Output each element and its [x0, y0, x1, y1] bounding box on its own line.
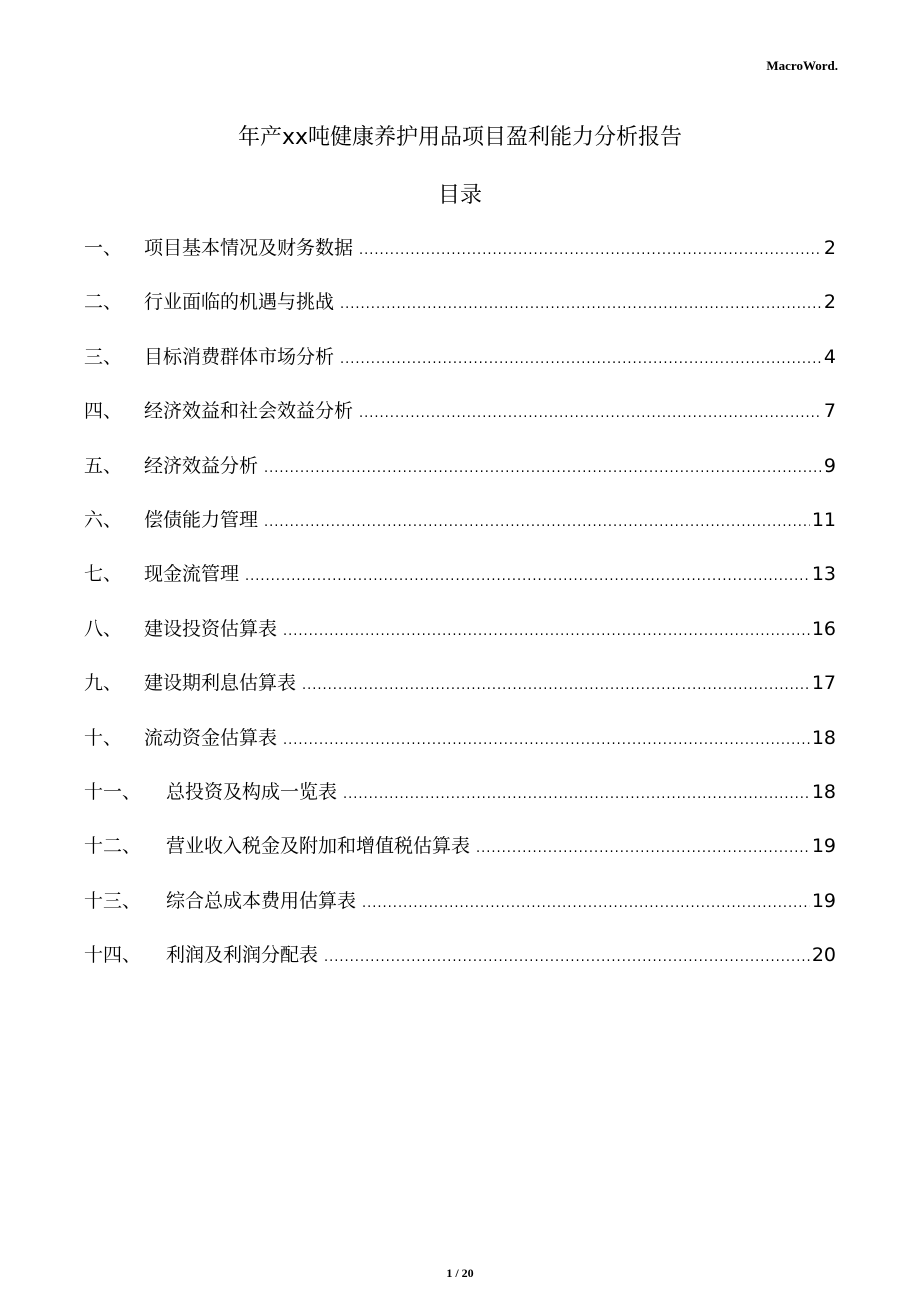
- toc-entry-page: 20: [811, 944, 836, 967]
- toc-dot-leader: [283, 624, 810, 639]
- toc-dot-leader: [264, 515, 810, 530]
- toc-dot-leader: [476, 841, 810, 856]
- toc-entry-title: 流动资金估算表: [144, 726, 278, 749]
- toc-entry-number: 三、: [84, 345, 123, 368]
- toc-dot-leader: [264, 461, 822, 476]
- toc-entry-title: 综合总成本费用估算表: [166, 889, 357, 912]
- toc-entry[interactable]: [84, 668, 836, 722]
- toc-entry-title: 经济效益和社会效益分析: [144, 400, 354, 423]
- toc-entry-title: 项目基本情况及财务数据: [144, 237, 354, 259]
- toc-entry[interactable]: [84, 559, 836, 613]
- toc-dot-leader: [359, 243, 822, 258]
- toc-dot-leader: [362, 896, 810, 911]
- table-of-contents: [84, 233, 836, 994]
- toc-entry-number: 五、: [84, 454, 123, 477]
- toc-entry-title: 总投资及构成一览表: [166, 780, 338, 803]
- toc-entry-number: 四、: [84, 400, 123, 423]
- toc-dot-leader: [359, 406, 822, 421]
- toc-heading: 目录: [437, 183, 482, 208]
- toc-entry-page: 9: [823, 454, 836, 477]
- toc-entry-page: 13: [811, 563, 836, 586]
- toc-entry[interactable]: [84, 723, 836, 777]
- toc-entry-page: 19: [811, 835, 836, 858]
- toc-entry-title: 行业面临的机遇与挑战: [144, 291, 335, 314]
- toc-entry-title: 建设投资估算表: [144, 617, 278, 640]
- toc-entry-title: 利润及利润分配表: [166, 944, 319, 967]
- toc-dot-leader: [340, 352, 822, 367]
- toc-entry[interactable]: [84, 233, 836, 287]
- toc-entry[interactable]: [84, 831, 836, 885]
- toc-entry-page: 4: [823, 345, 836, 368]
- header-brand: MacroWord.: [766, 58, 838, 73]
- toc-entry[interactable]: [84, 777, 836, 831]
- toc-dot-leader: [324, 950, 810, 965]
- toc-entry-page: 7: [823, 400, 836, 423]
- toc-dot-leader: [343, 787, 810, 802]
- toc-entry-page: 16: [811, 617, 836, 640]
- toc-entry-number: 十一、: [84, 780, 142, 803]
- toc-dot-leader: [245, 569, 810, 584]
- toc-entry-title: 建设期利息估算表: [144, 672, 297, 695]
- toc-entry[interactable]: [84, 342, 836, 396]
- toc-entry-page: 17: [811, 672, 836, 695]
- document-title: 年产xx吨健康养护用品项目盈利能力分析报告: [237, 125, 683, 150]
- toc-entry-number: 十四、: [84, 944, 142, 967]
- toc-entry[interactable]: [84, 396, 836, 450]
- toc-entry-number: 十二、: [84, 835, 142, 858]
- toc-entry[interactable]: [84, 614, 836, 668]
- toc-entry-number: 七、: [84, 563, 123, 586]
- toc-entry-page: 11: [811, 508, 836, 531]
- toc-entry-page: 2: [823, 237, 836, 259]
- toc-entry-page: 2: [823, 291, 836, 314]
- toc-entry-title: 偿债能力管理: [144, 508, 259, 531]
- toc-entry-page: 18: [811, 780, 836, 803]
- toc-entry-title: 营业收入税金及附加和增值税估算表: [166, 835, 471, 858]
- toc-entry-number: 二、: [84, 291, 123, 314]
- toc-entry-number: 十、: [84, 726, 123, 749]
- toc-entry-number: 九、: [84, 672, 123, 695]
- toc-entry-page: 18: [811, 726, 836, 749]
- toc-entry[interactable]: [84, 886, 836, 940]
- toc-entry-number: 十三、: [84, 889, 142, 912]
- toc-entry-title: 目标消费群体市场分析: [144, 345, 335, 368]
- toc-dot-leader: [340, 297, 822, 312]
- toc-entry-page: 19: [811, 889, 836, 912]
- toc-dot-leader: [302, 678, 810, 693]
- toc-dot-leader: [283, 733, 810, 748]
- toc-entry-number: 一、: [84, 237, 123, 259]
- toc-entry[interactable]: [84, 451, 836, 505]
- toc-entry-title: 现金流管理: [144, 563, 240, 586]
- toc-entry-number: 八、: [84, 617, 123, 640]
- toc-entry[interactable]: [84, 287, 836, 341]
- toc-entry-title: 经济效益分析: [144, 454, 259, 477]
- toc-entry-number: 六、: [84, 508, 123, 531]
- toc-entry[interactable]: [84, 940, 836, 994]
- toc-entry[interactable]: [84, 505, 836, 559]
- page-indicator: 1 / 20: [446, 1266, 474, 1280]
